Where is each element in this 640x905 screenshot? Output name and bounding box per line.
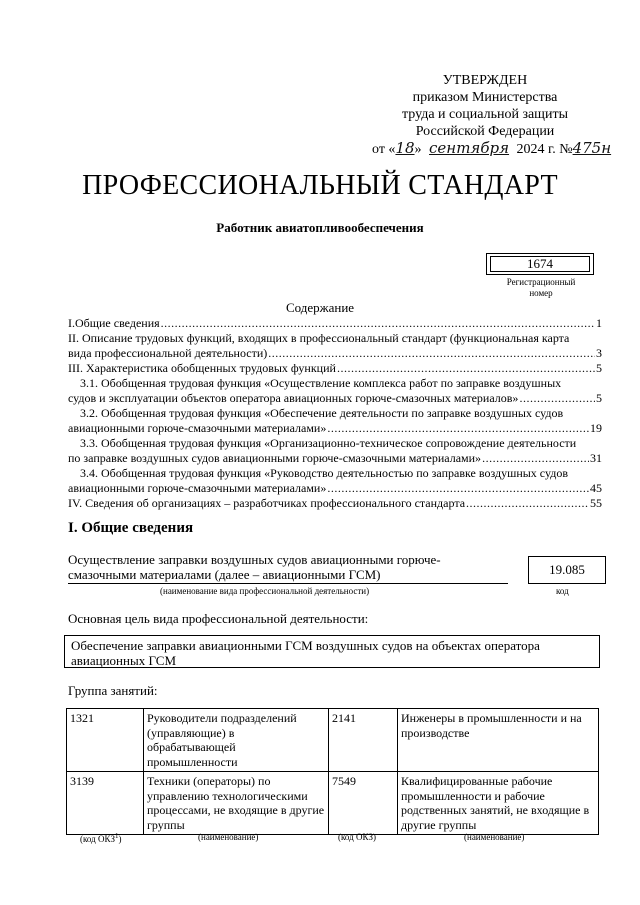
toc-entry-text: по заправке воздушных судов авиационными горюче-смазочными материалами» xyxy=(68,451,482,465)
toc-entry-text: 3.3. Обобщенная трудовая функция «Организационно-техническое сопровождение деятельности xyxy=(80,436,577,450)
toc-page-number: 5 xyxy=(596,391,602,405)
toc-entry-line xyxy=(68,451,602,466)
toc-entry xyxy=(68,406,602,436)
toc-entry-line xyxy=(68,496,602,511)
name-caption-2: (наименование) xyxy=(464,832,525,842)
approval-country-line: Российской Федерации xyxy=(415,124,555,139)
toc-entry xyxy=(68,376,602,406)
activity-name-field xyxy=(68,552,508,584)
toc-entry xyxy=(68,466,602,496)
toc-entry-text: 3.2. Обобщенная трудовая функция «Обеспечение деятельности по заправке воздушных судов xyxy=(80,406,564,420)
group-label: Группа занятий: xyxy=(68,683,158,698)
okz-code-cell: 7549 xyxy=(329,772,398,835)
table-row xyxy=(67,772,599,835)
page-title: ПРОФЕССИОНАЛЬНЫЙ СТАНДАРТ xyxy=(82,170,558,201)
footnote-mark: 1 xyxy=(115,832,119,840)
toc-leader-dots xyxy=(161,316,595,331)
toc-page-number: 5 xyxy=(596,361,602,375)
registration-label-line1: Регистрационный xyxy=(506,277,576,287)
occupation-name-cell: Инженеры в промышленности и на производстве xyxy=(398,709,599,772)
toc-entry-text: II. Описание трудовых функций, входящих в профессиональный стандарт (функциональная карта xyxy=(68,331,570,345)
approval-title: УТВЕРЖДЕН xyxy=(442,73,528,88)
okz-code-cell: 2141 xyxy=(329,709,398,772)
order-number: 475н xyxy=(572,139,612,157)
toc-page-number: 31 xyxy=(590,451,602,465)
toc-entry xyxy=(68,316,602,331)
approval-date-line xyxy=(360,140,610,158)
toc-leader-dots xyxy=(337,361,595,376)
registration-number: 1674 xyxy=(527,256,553,271)
toc-entry-text: судов и эксплуатации объектов оператора авиационных горюче-смазочных материалов» xyxy=(68,391,519,405)
toc-leader-dots xyxy=(327,421,589,436)
toc-entry-line xyxy=(68,481,602,496)
date-prefix: от « xyxy=(372,142,396,157)
toc-leader-dots xyxy=(327,481,589,496)
toc-entry-text: авиационными горюче-смазочными материалами» xyxy=(68,481,327,495)
toc-entry xyxy=(68,496,602,511)
toc-leader-dots xyxy=(466,496,589,511)
toc-entry xyxy=(68,361,602,376)
toc-entry-text: III. Характеристика обобщенных трудовых функций xyxy=(68,361,336,375)
toc-leader-dots xyxy=(519,391,595,406)
okz-caption-end: ) xyxy=(118,834,122,844)
toc-entry-text: I.Общие сведения xyxy=(68,316,160,330)
toc-page-number: 19 xyxy=(590,421,602,435)
toc-heading: Содержание xyxy=(285,300,355,315)
date-day: 18 xyxy=(395,139,415,157)
occupation-group-table xyxy=(66,708,599,835)
toc-entry-line xyxy=(68,361,602,376)
date-year: 2024 г. № xyxy=(516,142,573,157)
okz-code-cell: 3139 xyxy=(67,772,144,835)
okz-code-caption-2: (код ОКЗ) xyxy=(338,832,376,842)
occupation-name-cell: Руководители подразделений (управляющие) в обрабатывающей промышленности xyxy=(144,709,329,772)
activity-line2: смазочными материалами (далее – авиационными ГСМ) xyxy=(68,567,381,582)
toc-entry xyxy=(68,331,602,361)
okz-caption-text: (код ОКЗ xyxy=(80,834,115,844)
table-row xyxy=(67,709,599,772)
table-of-contents xyxy=(68,316,602,511)
toc-entry-text: авиационными горюче-смазочными материалами» xyxy=(68,421,327,435)
name-caption-1: (наименование) xyxy=(198,832,259,842)
toc-page-number: 1 xyxy=(596,316,602,330)
registration-label xyxy=(496,277,586,299)
occupation-name-cell: Техники (операторы) по управлению технологическими процессами, не входящие в другие группы xyxy=(144,772,329,835)
toc-page-number: 3 xyxy=(596,346,602,360)
approval-block xyxy=(360,72,610,158)
date-mid: » xyxy=(414,142,422,157)
goal-label: Основная цель вида профессиональной деятельности: xyxy=(68,611,369,626)
toc-entry-line xyxy=(68,421,602,436)
activity-code-box: 19.085 xyxy=(528,556,606,584)
toc-entry-text: IV. Сведения об организациях – разработчиках профессионального стандарта xyxy=(68,496,466,510)
toc-entry-line xyxy=(68,346,602,361)
approval-order-line: приказом Министерства xyxy=(412,90,558,105)
page-subtitle: Работник авиатопливообеспечения xyxy=(216,220,424,235)
registration-label-line2: номер xyxy=(529,288,553,298)
toc-entry-line xyxy=(68,391,602,406)
section-heading: I. Общие сведения xyxy=(68,520,194,536)
registration-number-box xyxy=(486,253,594,275)
code-caption: код xyxy=(556,586,569,596)
toc-entry-text: 3.4. Обобщенная трудовая функция «Руководство деятельностью по заправке воздушных судов xyxy=(80,466,568,480)
goal-line1: Обеспечение заправки авиационными ГСМ воздушных судов на объектах оператора xyxy=(71,638,540,653)
toc-page-number: 45 xyxy=(590,481,602,495)
date-month: сентября xyxy=(429,139,510,157)
toc-entry-text: 3.1. Обобщенная трудовая функция «Осуществление комплекса работ по заправке воздушных xyxy=(80,376,562,390)
toc-leader-dots xyxy=(482,451,589,466)
activity-caption: (наименование вида профессиональной деятельности) xyxy=(160,586,370,596)
toc-entry-text: вида профессиональной деятельности) xyxy=(68,346,268,360)
okz-code-caption-1 xyxy=(80,832,122,844)
approval-ministry-line: труда и социальной защиты xyxy=(402,107,568,122)
toc-page-number: 55 xyxy=(590,496,602,510)
toc-entry xyxy=(68,436,602,466)
toc-entry-line xyxy=(68,316,602,331)
goal-box xyxy=(64,635,600,668)
activity-line1: Осуществление заправки воздушных судов авиационными горюче- xyxy=(68,552,441,567)
goal-line2: авиационных ГСМ xyxy=(71,653,177,668)
toc-leader-dots xyxy=(268,346,595,361)
occupation-name-cell: Квалифицированные рабочие промышленности и рабочие родственных занятий, не входящие в другие группы xyxy=(398,772,599,835)
okz-code-cell: 1321 xyxy=(67,709,144,772)
